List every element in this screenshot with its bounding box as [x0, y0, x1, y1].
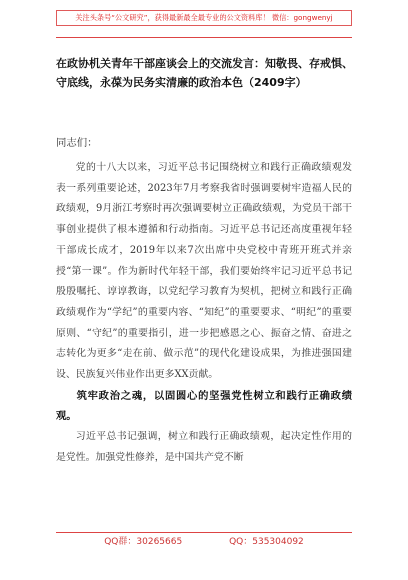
section-heading: 筑牢政治之魂，以固圆心的坚强党性树立和践行正确政绩观。 — [56, 389, 352, 423]
footer-qq-group: QQ群：30265665 — [104, 537, 183, 547]
document-title: 在政协机关青年干部座谈会上的交流发言：知敬畏、存戒惧、守底线，永葆为民务实清廉的政治本色（2409字） — [56, 57, 353, 89]
body-paragraph: 习近平总书记强调，树立和践行正确政绩观，起决定性作用的是党性。加强党性修养，是中国共产党不断 — [56, 431, 352, 463]
footer — [56, 534, 352, 547]
body-paragraph: 党的十八大以来，习近平总书记围绕树立和践行正确政绩观发表一系列重要论述，2023年7月考察我省时强调要树牢造福人民的政绩观，9月浙江考察时再次强调要树立正确政绩观，为党员干部干事创业提供了根本遵循和行动指南。习近平总书记还高度重视年轻干部成长成才，2019年以来7次出席中央党校中青班开班式并亲授“第一课”。作为新时代年轻干部，我们要始终牢记习近平总书记殷殷嘱托、谆谆教诲，以党纪学习教育为契机，把树立和践行正确政绩观作为“学纪”的重要内容、“知纪”的重要要求、“明纪”的重要原则、“守纪”的重要指引，进一步把感恩之心、振奋之情、奋进之志转化为更多“走在前、做示范”的现代化建设成果，为推进强国建设、民族复兴伟业作出更多XX贡献。 — [56, 162, 352, 381]
header-divider — [56, 37, 352, 38]
footer-divider — [56, 532, 352, 533]
document-body — [56, 158, 352, 526]
promo-banner: 关注头条号“公文研究”，获得最新最全最专业的公文资料库！ 微信：gongwenyj — [56, 10, 352, 26]
footer-qq: QQ：535304092 — [229, 537, 304, 547]
salutation: 同志们： — [56, 137, 98, 149]
